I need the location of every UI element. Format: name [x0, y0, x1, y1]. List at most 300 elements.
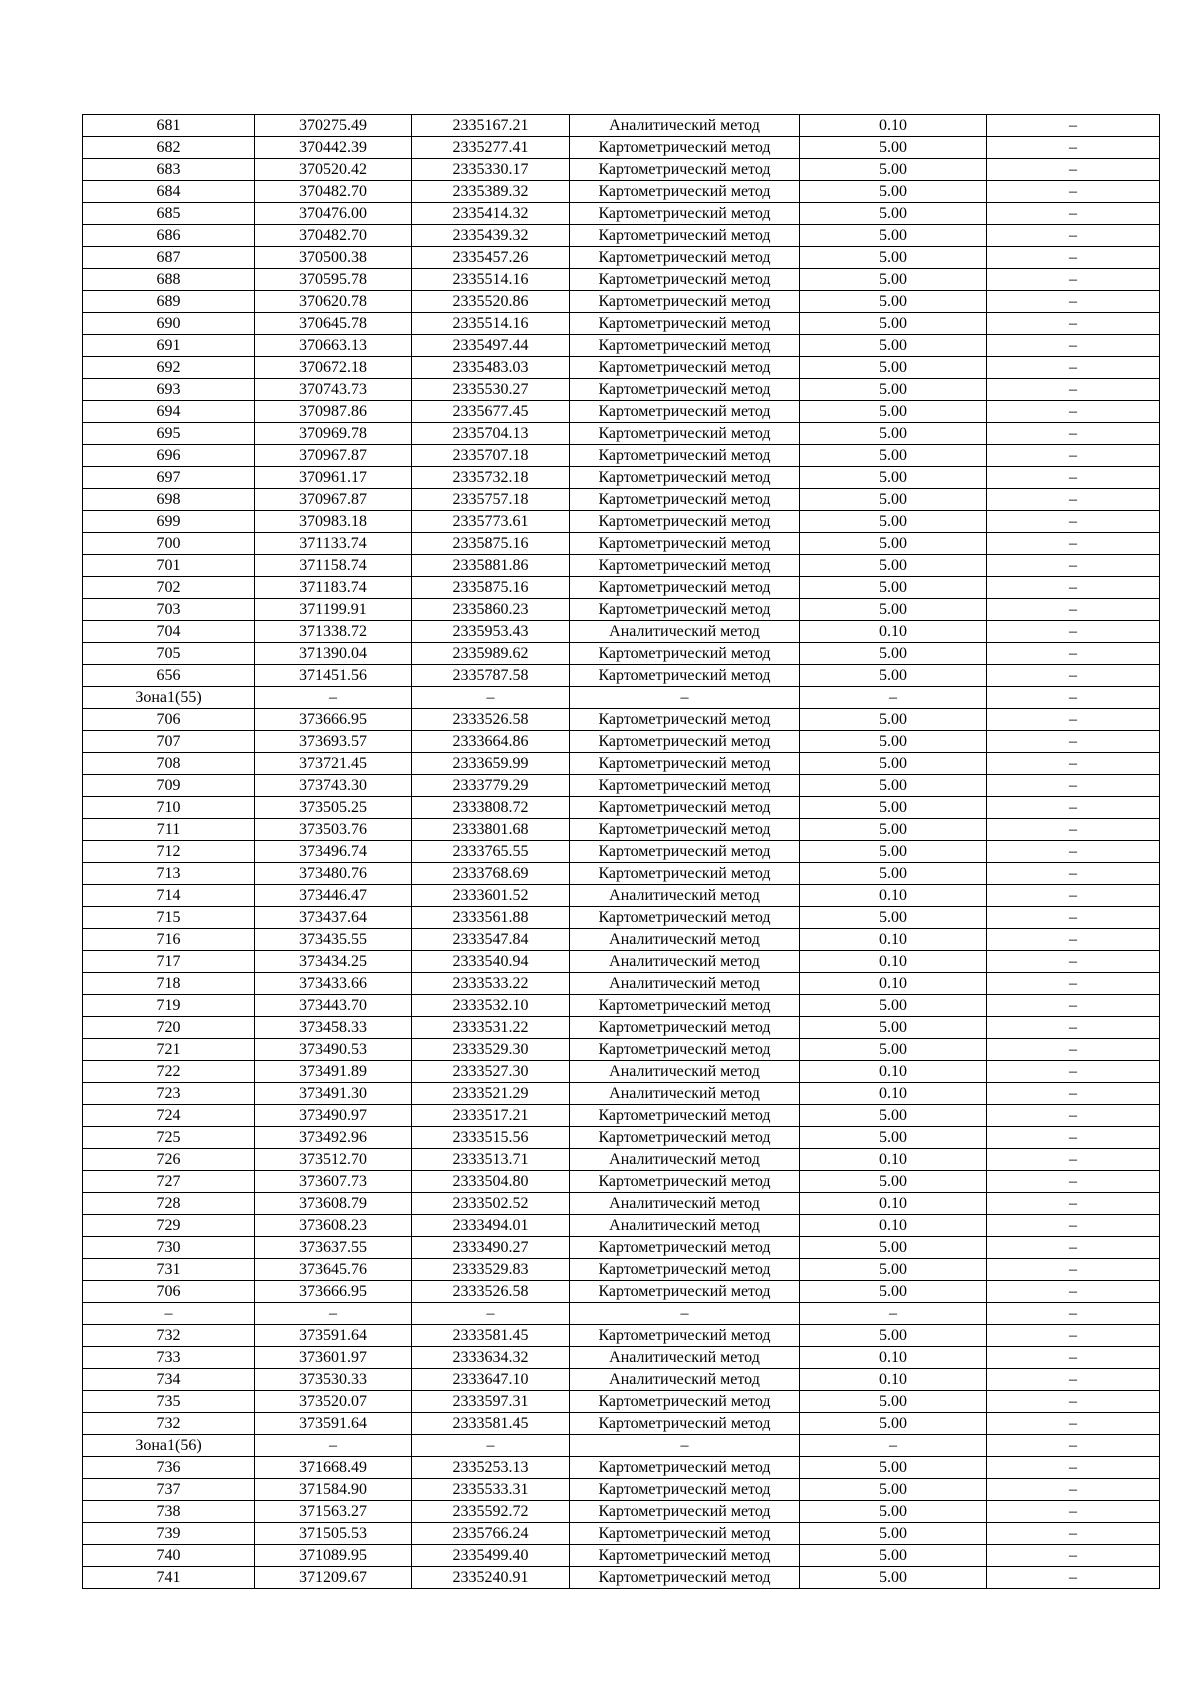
x-coordinate-cell: 370520.42 [255, 159, 412, 181]
x-coordinate-cell: 371668.49 [255, 1457, 412, 1479]
y-coordinate-cell: – [412, 687, 570, 709]
x-coordinate-cell: 373480.76 [255, 863, 412, 885]
description-cell: – [987, 247, 1160, 269]
x-coordinate-cell: 371183.74 [255, 577, 412, 599]
accuracy-cell: 5.00 [800, 1171, 987, 1193]
point-number-cell: 707 [83, 731, 255, 753]
description-cell: – [987, 1127, 1160, 1149]
method-cell: Картометрический метод [570, 1171, 800, 1193]
y-coordinate-cell: 2335707.18 [412, 445, 570, 467]
method-cell: Аналитический метод [570, 1083, 800, 1105]
method-cell: Картометрический метод [570, 665, 800, 687]
accuracy-cell: 5.00 [800, 203, 987, 225]
accuracy-cell: 5.00 [800, 1457, 987, 1479]
table-row [83, 1171, 1160, 1193]
method-cell: Картометрический метод [570, 533, 800, 555]
point-number-cell: 684 [83, 181, 255, 203]
point-number-cell: 688 [83, 269, 255, 291]
table-row [83, 137, 1160, 159]
point-number-cell: 739 [83, 1523, 255, 1545]
table-row [83, 159, 1160, 181]
point-number-cell: 710 [83, 797, 255, 819]
accuracy-cell: 5.00 [800, 1105, 987, 1127]
x-coordinate-cell: 373490.53 [255, 1039, 412, 1061]
x-coordinate-cell: 373645.76 [255, 1259, 412, 1281]
y-coordinate-cell: 2333494.01 [412, 1215, 570, 1237]
method-cell: Аналитический метод [570, 1347, 800, 1369]
accuracy-cell: 5.00 [800, 379, 987, 401]
description-cell: – [987, 533, 1160, 555]
x-coordinate-cell: 373693.57 [255, 731, 412, 753]
description-cell: – [987, 995, 1160, 1017]
point-number-cell: 728 [83, 1193, 255, 1215]
description-cell: – [987, 1105, 1160, 1127]
table-row [83, 1149, 1160, 1171]
accuracy-cell: 5.00 [800, 467, 987, 489]
description-cell: – [987, 1457, 1160, 1479]
method-cell: Картометрический метод [570, 203, 800, 225]
y-coordinate-cell: 2333529.83 [412, 1259, 570, 1281]
accuracy-cell: 5.00 [800, 159, 987, 181]
method-cell: Картометрический метод [570, 1501, 800, 1523]
x-coordinate-cell: 370442.39 [255, 137, 412, 159]
accuracy-cell: 5.00 [800, 841, 987, 863]
x-coordinate-cell: 373666.95 [255, 1281, 412, 1303]
description-cell: – [987, 775, 1160, 797]
point-number-cell: 740 [83, 1545, 255, 1567]
method-cell: Картометрический метод [570, 1523, 800, 1545]
x-coordinate-cell: 373496.74 [255, 841, 412, 863]
accuracy-cell: 0.10 [800, 929, 987, 951]
x-coordinate-cell: 370967.87 [255, 489, 412, 511]
table-row [83, 1259, 1160, 1281]
x-coordinate-cell: 370987.86 [255, 401, 412, 423]
method-cell: Картометрический метод [570, 1325, 800, 1347]
accuracy-cell: 0.10 [800, 1083, 987, 1105]
coordinates-table [82, 114, 1160, 1589]
method-cell: – [570, 687, 800, 709]
x-coordinate-cell: 373490.97 [255, 1105, 412, 1127]
table-row [83, 1413, 1160, 1435]
accuracy-cell: 5.00 [800, 1567, 987, 1589]
point-number-cell: – [83, 1303, 255, 1325]
table-row [83, 335, 1160, 357]
table-row [83, 467, 1160, 489]
description-cell: – [987, 313, 1160, 335]
accuracy-cell: 0.10 [800, 1061, 987, 1083]
point-number-cell: 718 [83, 973, 255, 995]
method-cell: Аналитический метод [570, 1149, 800, 1171]
description-cell: – [987, 885, 1160, 907]
point-number-cell: 735 [83, 1391, 255, 1413]
x-coordinate-cell: 373437.64 [255, 907, 412, 929]
method-cell: Картометрический метод [570, 1479, 800, 1501]
x-coordinate-cell: 371338.72 [255, 621, 412, 643]
x-coordinate-cell: 373446.47 [255, 885, 412, 907]
accuracy-cell: 5.00 [800, 291, 987, 313]
table-row [83, 665, 1160, 687]
table-row [83, 1105, 1160, 1127]
method-cell: Картометрический метод [570, 1281, 800, 1303]
y-coordinate-cell: 2333527.30 [412, 1061, 570, 1083]
x-coordinate-cell: 373743.30 [255, 775, 412, 797]
x-coordinate-cell: 373458.33 [255, 1017, 412, 1039]
y-coordinate-cell: 2335704.13 [412, 423, 570, 445]
x-coordinate-cell: 371158.74 [255, 555, 412, 577]
method-cell: – [570, 1435, 800, 1457]
table-row [83, 1391, 1160, 1413]
point-number-cell: 714 [83, 885, 255, 907]
table-row [83, 1281, 1160, 1303]
table-row [83, 1369, 1160, 1391]
point-number-cell: 734 [83, 1369, 255, 1391]
description-cell: – [987, 357, 1160, 379]
y-coordinate-cell: 2333540.94 [412, 951, 570, 973]
y-coordinate-cell: 2335989.62 [412, 643, 570, 665]
description-cell: – [987, 753, 1160, 775]
y-coordinate-cell: 2335530.27 [412, 379, 570, 401]
table-row [83, 203, 1160, 225]
description-cell: – [987, 555, 1160, 577]
table-row [83, 841, 1160, 863]
point-number-cell: 711 [83, 819, 255, 841]
point-number-cell: 725 [83, 1127, 255, 1149]
description-cell: – [987, 1061, 1160, 1083]
method-cell: Картометрический метод [570, 291, 800, 313]
accuracy-cell: 5.00 [800, 357, 987, 379]
method-cell: Картометрический метод [570, 1545, 800, 1567]
table-row [83, 1039, 1160, 1061]
y-coordinate-cell: 2333768.69 [412, 863, 570, 885]
description-cell: – [987, 687, 1160, 709]
y-coordinate-cell: 2333664.86 [412, 731, 570, 753]
accuracy-cell: – [800, 1303, 987, 1325]
table-row [83, 731, 1160, 753]
method-cell: Картометрический метод [570, 159, 800, 181]
accuracy-cell: 5.00 [800, 907, 987, 929]
point-number-cell: 693 [83, 379, 255, 401]
method-cell: Аналитический метод [570, 885, 800, 907]
description-cell: – [987, 1259, 1160, 1281]
accuracy-cell: 5.00 [800, 995, 987, 1017]
accuracy-cell: 5.00 [800, 863, 987, 885]
description-cell: – [987, 489, 1160, 511]
accuracy-cell: 0.10 [800, 1149, 987, 1171]
accuracy-cell: 5.00 [800, 181, 987, 203]
description-cell: – [987, 203, 1160, 225]
accuracy-cell: 5.00 [800, 511, 987, 533]
description-cell: – [987, 1545, 1160, 1567]
x-coordinate-cell: 373512.70 [255, 1149, 412, 1171]
accuracy-cell: 5.00 [800, 555, 987, 577]
table-row [83, 951, 1160, 973]
description-cell: – [987, 137, 1160, 159]
x-coordinate-cell: 373435.55 [255, 929, 412, 951]
accuracy-cell: 5.00 [800, 1017, 987, 1039]
description-cell: – [987, 467, 1160, 489]
accuracy-cell: 5.00 [800, 665, 987, 687]
point-number-cell: 724 [83, 1105, 255, 1127]
point-number-cell: 733 [83, 1347, 255, 1369]
y-coordinate-cell: 2333502.52 [412, 1193, 570, 1215]
accuracy-cell: 5.00 [800, 731, 987, 753]
accuracy-cell: 5.00 [800, 577, 987, 599]
method-cell: Картометрический метод [570, 841, 800, 863]
accuracy-cell: 0.10 [800, 1369, 987, 1391]
y-coordinate-cell: 2333801.68 [412, 819, 570, 841]
method-cell: Картометрический метод [570, 555, 800, 577]
point-number-cell: 709 [83, 775, 255, 797]
description-cell: – [987, 181, 1160, 203]
point-number-cell: 738 [83, 1501, 255, 1523]
description-cell: – [987, 731, 1160, 753]
y-coordinate-cell: 2333517.21 [412, 1105, 570, 1127]
description-cell: – [987, 1215, 1160, 1237]
description-cell: – [987, 1039, 1160, 1061]
table-row [83, 247, 1160, 269]
description-cell: – [987, 863, 1160, 885]
accuracy-cell: 5.00 [800, 247, 987, 269]
accuracy-cell: 0.10 [800, 115, 987, 137]
table-row [83, 291, 1160, 313]
y-coordinate-cell: 2333547.84 [412, 929, 570, 951]
point-number-cell: 719 [83, 995, 255, 1017]
x-coordinate-cell: 373637.55 [255, 1237, 412, 1259]
table-row [83, 1501, 1160, 1523]
description-cell: – [987, 379, 1160, 401]
table-row [83, 1127, 1160, 1149]
x-coordinate-cell: 373433.66 [255, 973, 412, 995]
method-cell: Картометрический метод [570, 1457, 800, 1479]
point-number-cell: 732 [83, 1325, 255, 1347]
method-cell: Картометрический метод [570, 313, 800, 335]
y-coordinate-cell: 2333601.52 [412, 885, 570, 907]
description-cell: – [987, 269, 1160, 291]
method-cell: Картометрический метод [570, 1413, 800, 1435]
x-coordinate-cell: 371199.91 [255, 599, 412, 621]
accuracy-cell: 5.00 [800, 1325, 987, 1347]
x-coordinate-cell: 371505.53 [255, 1523, 412, 1545]
x-coordinate-cell: 371563.27 [255, 1501, 412, 1523]
y-coordinate-cell: 2335497.44 [412, 335, 570, 357]
y-coordinate-cell: 2333659.99 [412, 753, 570, 775]
method-cell: Аналитический метод [570, 115, 800, 137]
description-cell: – [987, 951, 1160, 973]
method-cell: Аналитический метод [570, 951, 800, 973]
x-coordinate-cell: 370961.17 [255, 467, 412, 489]
accuracy-cell: 5.00 [800, 1127, 987, 1149]
y-coordinate-cell: 2335483.03 [412, 357, 570, 379]
y-coordinate-cell: 2333526.58 [412, 1281, 570, 1303]
method-cell: Аналитический метод [570, 1061, 800, 1083]
method-cell: Картометрический метод [570, 379, 800, 401]
table-row [83, 533, 1160, 555]
table-row [83, 1083, 1160, 1105]
x-coordinate-cell: 371390.04 [255, 643, 412, 665]
description-cell: – [987, 225, 1160, 247]
table-row [83, 1303, 1160, 1325]
accuracy-cell: 5.00 [800, 599, 987, 621]
description-cell: – [987, 929, 1160, 951]
y-coordinate-cell: 2333597.31 [412, 1391, 570, 1413]
table-row [83, 1193, 1160, 1215]
point-number-cell: 729 [83, 1215, 255, 1237]
y-coordinate-cell: 2335277.41 [412, 137, 570, 159]
x-coordinate-cell: 373503.76 [255, 819, 412, 841]
description-cell: – [987, 423, 1160, 445]
description-cell: – [987, 709, 1160, 731]
method-cell: Картометрический метод [570, 1237, 800, 1259]
y-coordinate-cell: 2335875.16 [412, 533, 570, 555]
method-cell: Картометрический метод [570, 599, 800, 621]
method-cell: Картометрический метод [570, 995, 800, 1017]
y-coordinate-cell: 2335953.43 [412, 621, 570, 643]
y-coordinate-cell: 2335592.72 [412, 1501, 570, 1523]
point-number-cell: 703 [83, 599, 255, 621]
x-coordinate-cell: 373530.33 [255, 1369, 412, 1391]
method-cell: Аналитический метод [570, 973, 800, 995]
point-number-cell: 691 [83, 335, 255, 357]
point-number-cell: 686 [83, 225, 255, 247]
accuracy-cell: 5.00 [800, 753, 987, 775]
method-cell: Картометрический метод [570, 225, 800, 247]
y-coordinate-cell: 2333779.29 [412, 775, 570, 797]
accuracy-cell: 5.00 [800, 643, 987, 665]
x-coordinate-cell: 371133.74 [255, 533, 412, 555]
method-cell: Картометрический метод [570, 511, 800, 533]
accuracy-cell: 5.00 [800, 1391, 987, 1413]
y-coordinate-cell: 2333531.22 [412, 1017, 570, 1039]
point-number-cell: 699 [83, 511, 255, 533]
method-cell: Картометрический метод [570, 1391, 800, 1413]
y-coordinate-cell: 2333513.71 [412, 1149, 570, 1171]
point-number-cell: 700 [83, 533, 255, 555]
description-cell: – [987, 159, 1160, 181]
accuracy-cell: 5.00 [800, 1523, 987, 1545]
accuracy-cell: 0.10 [800, 1215, 987, 1237]
table-row [83, 973, 1160, 995]
y-coordinate-cell: 2335787.58 [412, 665, 570, 687]
method-cell: Картометрический метод [570, 753, 800, 775]
accuracy-cell: 0.10 [800, 951, 987, 973]
description-cell: – [987, 445, 1160, 467]
description-cell: – [987, 599, 1160, 621]
point-number-cell: 696 [83, 445, 255, 467]
y-coordinate-cell: 2333529.30 [412, 1039, 570, 1061]
x-coordinate-cell: 373591.64 [255, 1413, 412, 1435]
description-cell: – [987, 797, 1160, 819]
point-number-cell: 708 [83, 753, 255, 775]
table-row [83, 907, 1160, 929]
method-cell: Аналитический метод [570, 1193, 800, 1215]
method-cell: Картометрический метод [570, 357, 800, 379]
table-row [83, 643, 1160, 665]
accuracy-cell: – [800, 687, 987, 709]
point-number-cell: 695 [83, 423, 255, 445]
method-cell: Картометрический метод [570, 445, 800, 467]
y-coordinate-cell: 2335732.18 [412, 467, 570, 489]
x-coordinate-cell: 373608.23 [255, 1215, 412, 1237]
y-coordinate-cell: 2335860.23 [412, 599, 570, 621]
y-coordinate-cell: 2335330.17 [412, 159, 570, 181]
table-row [83, 313, 1160, 335]
y-coordinate-cell: 2333581.45 [412, 1413, 570, 1435]
point-number-cell: 720 [83, 1017, 255, 1039]
accuracy-cell: 5.00 [800, 335, 987, 357]
description-cell: – [987, 819, 1160, 841]
accuracy-cell: 0.10 [800, 621, 987, 643]
table-row [83, 1523, 1160, 1545]
table-row [83, 1325, 1160, 1347]
table-row [83, 423, 1160, 445]
accuracy-cell: 5.00 [800, 1413, 987, 1435]
accuracy-cell: 5.00 [800, 1237, 987, 1259]
description-cell: – [987, 1281, 1160, 1303]
table-row [83, 511, 1160, 533]
accuracy-cell: 0.10 [800, 1193, 987, 1215]
x-coordinate-cell: 373601.97 [255, 1347, 412, 1369]
point-number-cell: 727 [83, 1171, 255, 1193]
y-coordinate-cell: – [412, 1435, 570, 1457]
description-cell: – [987, 1303, 1160, 1325]
x-coordinate-cell: 373492.96 [255, 1127, 412, 1149]
table-row [83, 1347, 1160, 1369]
point-number-cell: 681 [83, 115, 255, 137]
accuracy-cell: 0.10 [800, 973, 987, 995]
description-cell: – [987, 1083, 1160, 1105]
x-coordinate-cell: 371209.67 [255, 1567, 412, 1589]
point-number-cell: 726 [83, 1149, 255, 1171]
table-row [83, 555, 1160, 577]
x-coordinate-cell: 373434.25 [255, 951, 412, 973]
y-coordinate-cell: 2333526.58 [412, 709, 570, 731]
method-cell: Картометрический метод [570, 137, 800, 159]
description-cell: – [987, 1347, 1160, 1369]
x-coordinate-cell: 373505.25 [255, 797, 412, 819]
point-number-cell: 687 [83, 247, 255, 269]
y-coordinate-cell: 2335389.32 [412, 181, 570, 203]
y-coordinate-cell: 2335457.26 [412, 247, 570, 269]
x-coordinate-cell: 373607.73 [255, 1171, 412, 1193]
x-coordinate-cell: 373491.89 [255, 1061, 412, 1083]
description-cell: – [987, 1149, 1160, 1171]
point-number-cell: 704 [83, 621, 255, 643]
table-row [83, 357, 1160, 379]
method-cell: Аналитический метод [570, 929, 800, 951]
method-cell: Картометрический метод [570, 423, 800, 445]
accuracy-cell: 0.10 [800, 1347, 987, 1369]
accuracy-cell: – [800, 1435, 987, 1457]
description-cell: – [987, 621, 1160, 643]
description-cell: – [987, 1523, 1160, 1545]
y-coordinate-cell: 2335677.45 [412, 401, 570, 423]
method-cell: Картометрический метод [570, 247, 800, 269]
method-cell: Аналитический метод [570, 621, 800, 643]
table-row [83, 621, 1160, 643]
method-cell: Картометрический метод [570, 1017, 800, 1039]
x-coordinate-cell: 371584.90 [255, 1479, 412, 1501]
y-coordinate-cell: 2335167.21 [412, 115, 570, 137]
accuracy-cell: 5.00 [800, 533, 987, 555]
point-number-cell: 682 [83, 137, 255, 159]
description-cell: – [987, 1325, 1160, 1347]
point-number-cell: 722 [83, 1061, 255, 1083]
x-coordinate-cell: 370595.78 [255, 269, 412, 291]
accuracy-cell: 5.00 [800, 1501, 987, 1523]
accuracy-cell: 5.00 [800, 401, 987, 423]
method-cell: Картометрический метод [570, 731, 800, 753]
x-coordinate-cell: 370476.00 [255, 203, 412, 225]
